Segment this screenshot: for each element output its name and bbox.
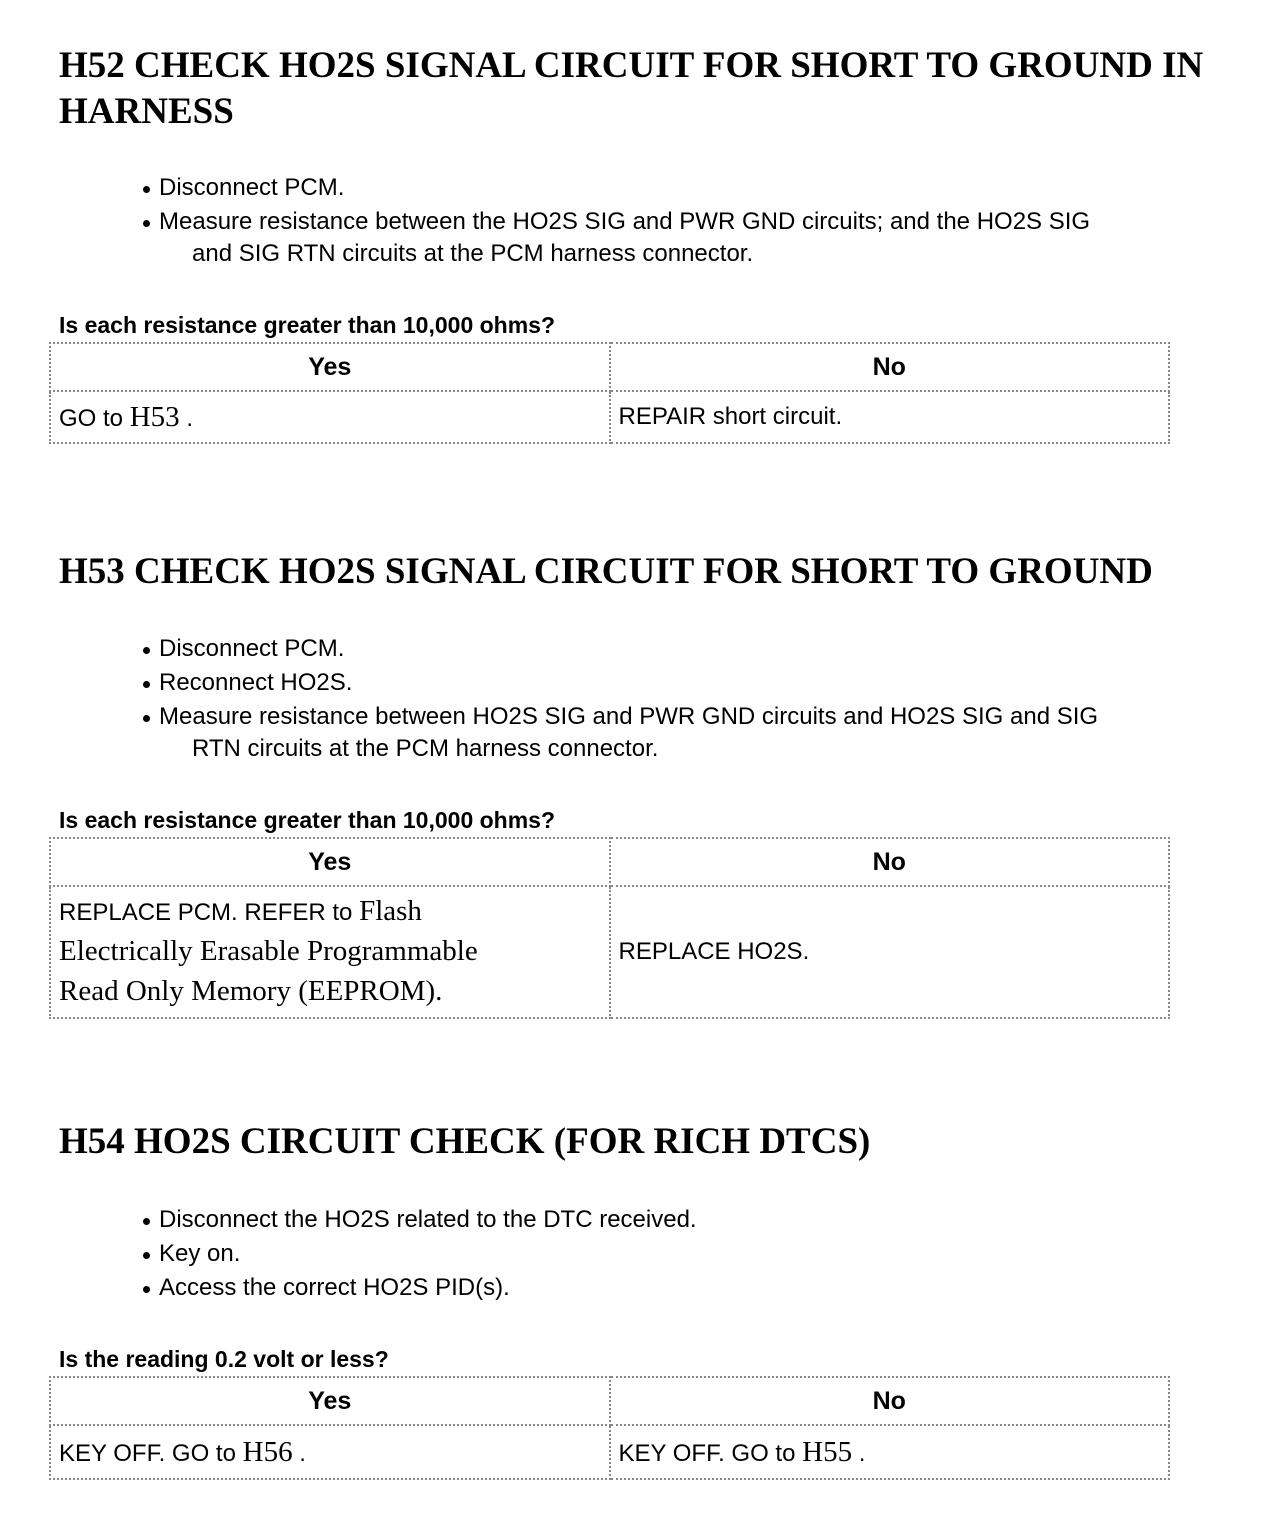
answer-table: [49, 342, 1170, 444]
table-header-row: [50, 1377, 1169, 1425]
table-row: [50, 886, 1169, 1018]
step-list: [140, 172, 1260, 272]
list-item: Disconnect the HO2S related to the DTC received.: [140, 1204, 1260, 1236]
question-text: Is each resistance greater than 10,000 ohms?: [59, 312, 556, 338]
answer-table: [49, 1376, 1170, 1480]
table-header-row: [50, 838, 1169, 886]
list-item: Measure resistance between the HO2S SIG and PWR GND circuits; and the HO2S SIG and SIG RTN circuits at the PCM harness connector.: [140, 206, 1260, 270]
table-row: [50, 1425, 1169, 1479]
step-list: [140, 1204, 1260, 1306]
no-header: No: [610, 838, 1170, 886]
step-link-h56[interactable]: H56: [242, 1435, 293, 1468]
list-item: Reconnect HO2S.: [140, 667, 1260, 699]
question-text: Is the reading 0.2 volt or less?: [59, 1346, 389, 1372]
yes-header: Yes: [50, 1377, 610, 1425]
step-link-eeprom[interactable]: Flash Electrically Erasable Programmable Read Only Memory (EEPROM): [59, 895, 478, 1007]
no-header: No: [610, 343, 1170, 391]
list-item: Key on.: [140, 1238, 1260, 1270]
yes-cell: REPLACE PCM. REFER to Flash Electrically Erasable Programmable Read Only Memory (EEPROM).: [50, 886, 610, 1018]
step-list: [140, 633, 1260, 767]
no-header: No: [610, 1377, 1170, 1425]
no-cell: KEY OFF. GO to H55 .: [610, 1425, 1170, 1479]
yes-cell: GO to H53 .: [50, 391, 610, 443]
table-header-row: [50, 343, 1169, 391]
yes-cell: KEY OFF. GO to H56 .: [50, 1425, 610, 1479]
list-item: Disconnect PCM.: [140, 172, 1260, 204]
section-title: H54 HO2S CIRCUIT CHECK (FOR RICH DTCS): [59, 1121, 871, 1162]
list-item: Measure resistance between HO2S SIG and PWR GND circuits and HO2S SIG and SIG RTN circuits at the PCM harness connector.: [140, 701, 1260, 765]
list-item: Disconnect PCM.: [140, 633, 1260, 665]
question-text: Is each resistance greater than 10,000 ohms?: [59, 807, 556, 833]
no-cell: REPLACE HO2S.: [610, 886, 1170, 1018]
yes-header: Yes: [50, 343, 610, 391]
no-cell: REPAIR short circuit.: [610, 391, 1170, 443]
answer-table: [49, 837, 1170, 1019]
yes-header: Yes: [50, 838, 610, 886]
section-title: H53 CHECK HO2S SIGNAL CIRCUIT FOR SHORT TO GROUND: [59, 551, 1153, 592]
table-row: [50, 391, 1169, 443]
section-title: H52 CHECK HO2S SIGNAL CIRCUIT FOR SHORT TO GROUND IN HARNESS: [59, 45, 1204, 132]
step-link-h53[interactable]: H53: [129, 400, 180, 433]
list-item: Access the correct HO2S PID(s).: [140, 1272, 1260, 1304]
step-link-h55[interactable]: H55: [802, 1435, 853, 1468]
